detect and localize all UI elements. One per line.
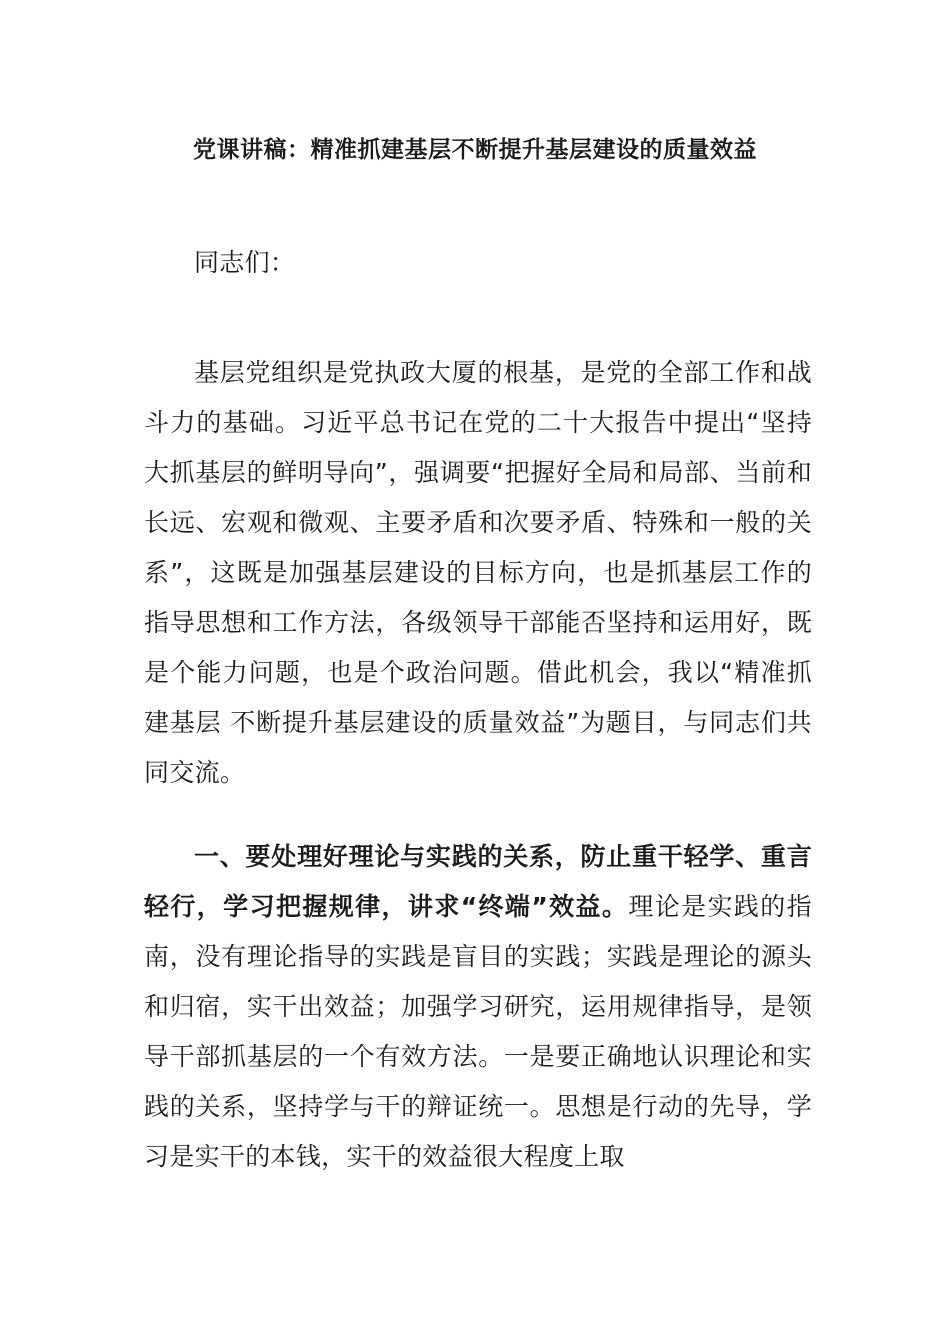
section-1 (144, 832, 812, 1182)
section-1-heading: 一、要处理好理论与实践的关系，防止重干轻学、重言轻行，学习把握规律，讲求“终端”效益。 (144, 842, 812, 921)
section-1-paragraph (144, 832, 812, 1182)
greeting-text: 同志们： (194, 248, 296, 277)
paragraph-1-text: 基层党组织是党执政大厦的根基，是党的全部工作和战斗力的基础。习近平总书记在党的二十大报告中提出“坚持大抓基层的鲜明导向”，强调要“把握好全局和局部、当前和长远、宏观和微观、主要矛盾和次要矛盾、特殊和一般的关系”，这既是加强基层建设的目标方向，也是抓基层工作的指导思想和工作方法，各级领导干部能否坚持和运用好，既是个能力问题，也是个政治问题。借此机会，我以“精准抓建基层 不断提升基层建设的质量效益”为题目，与同志们共同交流。 (144, 358, 812, 787)
document-title: 党课讲稿：精准抓建基层不断提升基层建设的质量效益 (193, 137, 757, 163)
section-1-text: 理论是实践的指南，没有理论指导的实践是盲目的实践；实践是理论的源头和归宿，实干出效益；加强学习研究，运用规律指导，是领导干部抓基层的一个有效方法。一是要正确地认识理论和实践的关系，坚持学与干的辩证统一。思想是行动的先导，学习是实干的本钱，实干的效益很大程度上取 (144, 892, 812, 1171)
greeting (144, 238, 812, 288)
paragraph-1 (144, 348, 812, 798)
